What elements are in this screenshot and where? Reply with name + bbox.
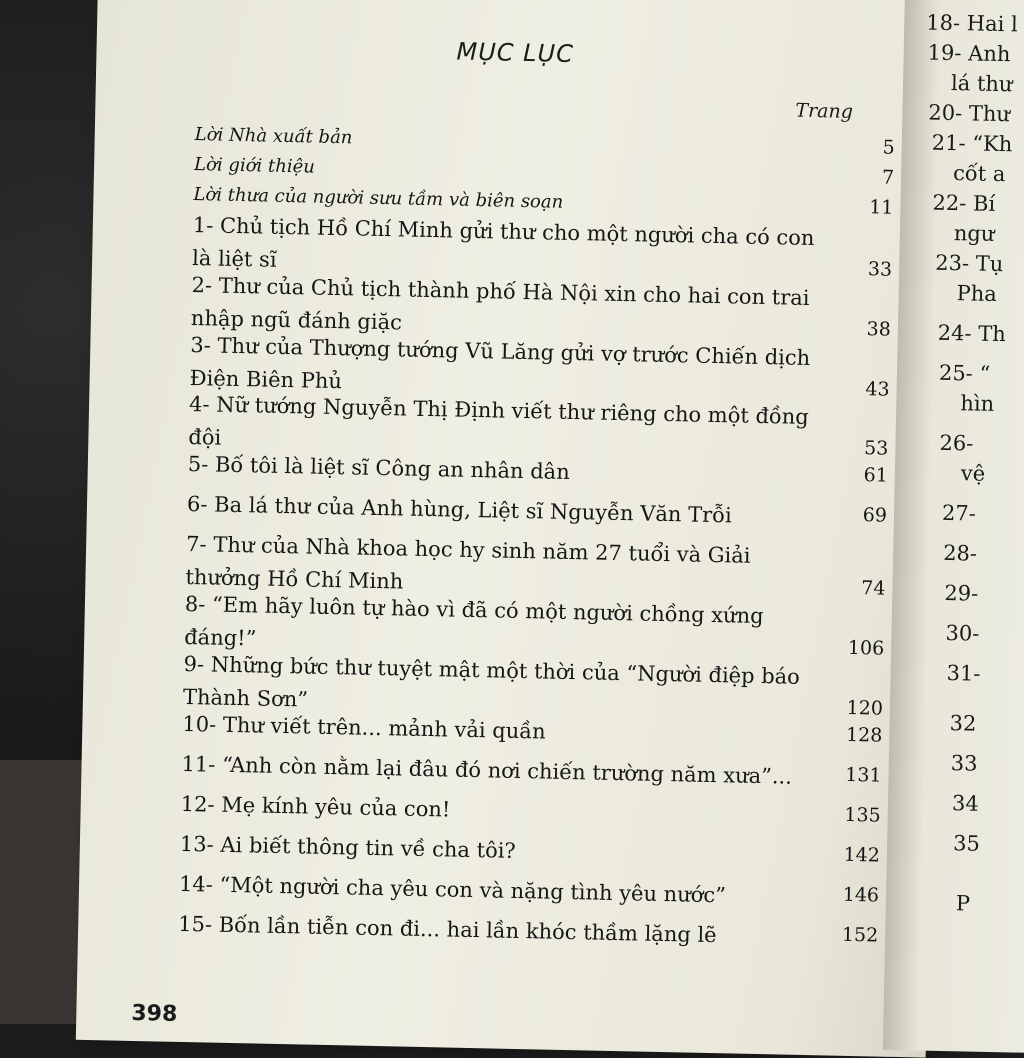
toc-entry-page: 38 (866, 318, 892, 341)
next-page-fragment: 26- (939, 430, 974, 456)
toc-entry-page: 128 (845, 723, 883, 747)
toc-entry-title: 13- Ai biết thông tin về cha tôi? (179, 831, 516, 863)
toc-entry (95, 118, 915, 159)
toc-entry-page: 7 (881, 166, 895, 189)
book-page-right (883, 0, 1024, 1054)
toc-entry-title: 4- Nữ tướng Nguyễn Thị Định viết thư riêng cho một đồng đội (188, 392, 810, 450)
next-page-fragment: 29- (944, 580, 979, 606)
next-page-fragment: 32 (949, 711, 977, 736)
next-page-fragment: 20- Thư (928, 100, 1011, 127)
next-page-fragment: 18- Hai l (926, 10, 1018, 37)
toc-entry-title: 1- Chủ tịch Hồ Chí Minh gửi thư cho một người cha có con là liệt sĩ (191, 213, 815, 272)
toc-entry-title: 2- Thư của Chủ tịch thành phố Hà Nội xin cho hai con trai nhập ngũ đánh giặc (190, 273, 810, 335)
toc-entry-page: 142 (843, 843, 881, 867)
toc-entry-page: 61 (863, 464, 889, 487)
next-page-fragment: 24- Th (937, 320, 1007, 347)
next-page-fragment: ngư (953, 221, 995, 246)
next-page-fragment: 22- Bí (932, 190, 996, 216)
next-page-fragment: 21- “Kh (931, 130, 1013, 157)
next-page-fragment: 33 (950, 751, 978, 776)
page-folio: 398 (131, 1000, 178, 1027)
next-page-fragment: 35 (952, 831, 981, 856)
toc-entry-page: 135 (844, 803, 881, 827)
toc-entry-title: 9- Những bức thư tuyệt mật một thời của “Người điệp báo Thành Sơn” (182, 651, 801, 712)
toc-entry-title: Lời giới thiệu (193, 154, 316, 178)
next-page-fragment: Pha (956, 281, 998, 306)
toc-entry-page: 53 (863, 437, 889, 460)
toc-entry-page: 120 (846, 696, 884, 720)
toc-entry-page: 43 (865, 378, 890, 401)
next-page-fragment: lá thư (950, 70, 1013, 97)
toc-entry-title: 12- Mẹ kính yêu của con! (180, 791, 451, 822)
next-page-fragment: 30- (945, 620, 980, 646)
toc-entry-title: 3- Thư của Thượng tướng Vũ Lăng gửi vợ trước Chiến dịch Điện Biên Phủ (189, 333, 811, 394)
toc-entry-page: 152 (841, 923, 879, 947)
book-page-left (76, 0, 948, 1058)
next-page-fragment: vệ (960, 461, 986, 486)
next-page-fragment: 19- Anh (927, 40, 1011, 67)
toc-entry-page: 33 (867, 258, 893, 281)
toc-entry-page: 74 (861, 577, 886, 600)
next-page-fragment: 28- (942, 540, 978, 566)
next-page-fragment: 27- (941, 500, 977, 526)
next-page-fragment: cốt a (952, 161, 1006, 187)
next-page-fragment: 25- “ (938, 360, 991, 386)
toc-entry-title: 11- “Anh còn nằm lại đâu đó nơi chiến trường năm xưa”... (181, 751, 793, 789)
toc-entry-title: 10- Thư viết trên... mảnh vải quần (182, 711, 546, 744)
next-page-fragment: hìn (960, 391, 995, 416)
toc-entry-title: 7- Thư của Nhà khoa học hy sinh năm 27 tuổi và Giải thưởng Hồ Chí Minh (185, 531, 751, 594)
toc-entry-title: 5- Bố tôi là liệt sĩ Công an nhân dân (187, 451, 571, 484)
toc-entry-page: 69 (862, 504, 888, 527)
page-column-header: Trang (795, 99, 854, 123)
next-page-fragment: 31- (946, 661, 981, 686)
toc-entry-page: 146 (842, 883, 880, 907)
next-page-fragment: P (955, 891, 971, 916)
toc-entry-page: 106 (847, 636, 885, 660)
toc-title: MỤC LỤC (456, 37, 575, 68)
toc-entry-title: 8- “Em hãy luôn tự hào vì đã có một người chồng xứng đáng!” (184, 591, 764, 651)
toc-entry-title: 6- Ba lá thư của Anh hùng, Liệt sĩ Nguyễn Văn Trỗi (186, 491, 732, 528)
toc-entry-page: 131 (845, 763, 882, 787)
toc-entry-page: 5 (882, 136, 895, 159)
next-page-fragment: 23- Tụ (935, 250, 1004, 277)
next-page-fragment: 34 (951, 791, 979, 816)
toc-entry-title: 14- “Một người cha yêu con và nặng tình yêu nước” (178, 871, 727, 908)
toc-entry-title: Lời Nhà xuất bản (194, 124, 353, 149)
toc-entry-title: 15- Bốn lần tiễn con đi... hai lần khóc thầm lặng lẽ (177, 911, 717, 948)
toc-entry-page: 11 (868, 196, 894, 219)
toc-entry-title: Lời thưa của người sưu tầm và biên soạn (193, 184, 564, 213)
